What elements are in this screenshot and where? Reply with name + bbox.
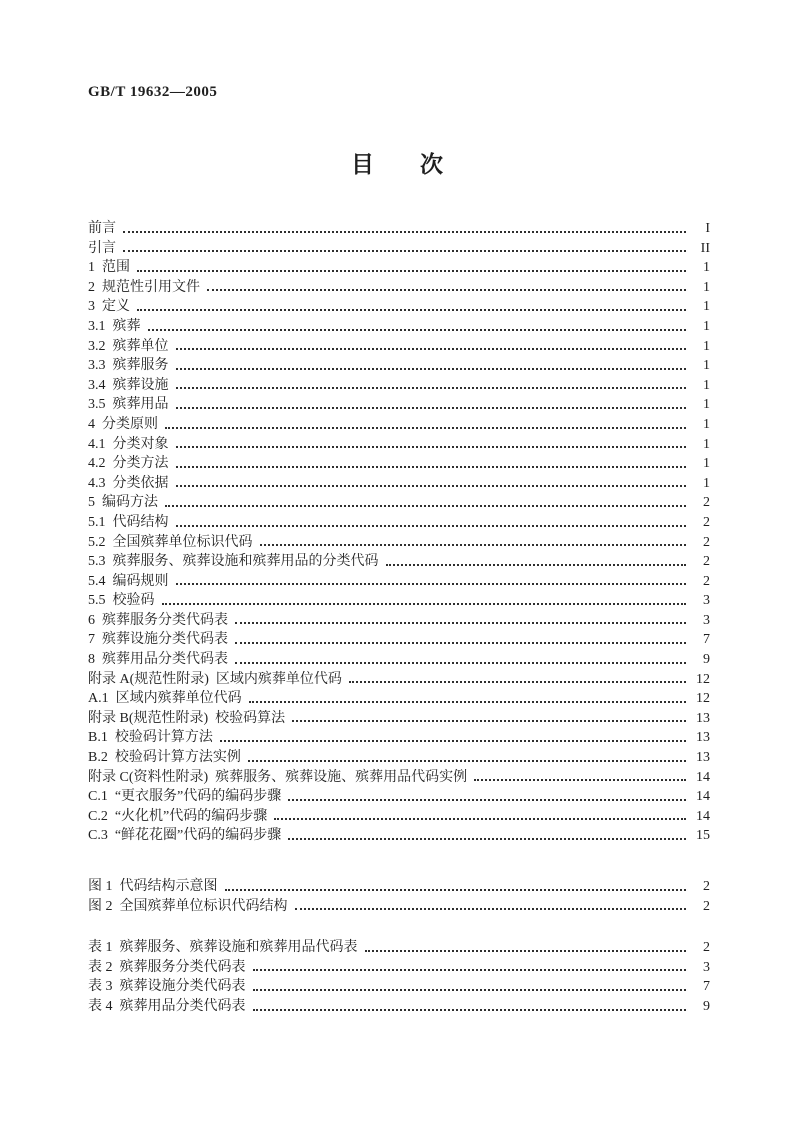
toc-leader-dots: [176, 525, 687, 527]
toc-page-number: 1: [703, 456, 710, 472]
toc-entry-label: 附录 B(规范性附录) 校验码算法: [88, 710, 286, 726]
toc-entry: [88, 454, 710, 474]
toc-entry: [88, 826, 710, 846]
toc-page-number: 2: [703, 534, 710, 550]
toc-leader-dots: [386, 564, 687, 566]
toc-page-number: 1: [703, 377, 710, 393]
toc-leader-dots: [176, 348, 687, 350]
toc-page-number: 14: [696, 789, 710, 805]
toc-entry: [88, 938, 710, 958]
toc-page-number: I: [705, 221, 710, 236]
toc-entry: [88, 897, 710, 917]
toc-page-number: 9: [703, 998, 710, 1014]
toc-page-number: 13: [696, 710, 710, 726]
toc-entry: [88, 258, 710, 278]
toc-group-main: [88, 219, 710, 846]
toc-page-number: 1: [703, 358, 710, 374]
toc-entry: [88, 958, 710, 978]
toc-entry: [88, 572, 710, 592]
toc-entry-label: 4.3 分类依据: [88, 475, 169, 491]
toc-leader-dots: [225, 889, 687, 891]
toc-entry-label: 3.5 殡葬用品: [88, 397, 169, 413]
toc-entry-label: 3.2 殡葬单位: [88, 338, 169, 354]
toc-leader-dots: [137, 270, 686, 272]
toc-entry: [88, 493, 710, 513]
toc-entry: [88, 877, 710, 897]
toc-entry: [88, 297, 710, 317]
toc-entry-label: 1 范围: [88, 260, 130, 276]
toc-entry: [88, 219, 710, 239]
toc-entry: [88, 728, 710, 748]
toc-entry: [88, 278, 710, 298]
toc-page-number: 7: [703, 632, 710, 648]
toc-entry-label: 4.2 分类方法: [88, 456, 169, 472]
toc-entry-label: 表 3 殡葬设施分类代码表: [88, 979, 246, 995]
toc-leader-dots: [123, 250, 686, 252]
toc-entry: [88, 630, 710, 650]
toc-leader-dots: [176, 583, 687, 585]
toc-leader-dots: [249, 701, 686, 703]
toc-entry: [88, 356, 710, 376]
toc-page-number: 2: [703, 940, 710, 956]
toc-page-number: 13: [696, 750, 710, 766]
toc-entry: [88, 435, 710, 455]
toc-entry-label: 表 2 殡葬服务分类代码表: [88, 959, 246, 975]
toc-entry-label: C.3 “鲜花花圈”代码的编码步骤: [88, 828, 282, 844]
toc-leader-dots: [235, 622, 686, 624]
toc-entry-label: 5.2 全国殡葬单位标识代码: [88, 534, 253, 550]
standard-number: GB/T 19632—2005: [88, 84, 218, 100]
toc-entry-label: 3.3 殡葬服务: [88, 358, 169, 374]
toc-page-number: II: [700, 240, 710, 256]
toc-leader-dots: [176, 446, 687, 448]
toc-entry: [88, 709, 710, 729]
toc-entry: [88, 807, 710, 827]
toc-leader-dots: [253, 969, 687, 971]
toc-entry: [88, 533, 710, 553]
toc-entry-label: 表 4 殡葬用品分类代码表: [88, 998, 246, 1014]
toc-leader-dots: [176, 407, 687, 409]
toc-entry-label: 5.4 编码规则: [88, 573, 169, 589]
toc-leader-dots: [274, 818, 686, 820]
toc-group-tables: [88, 938, 710, 1016]
toc-leader-dots: [365, 950, 687, 952]
toc-page-number: 14: [696, 769, 710, 785]
toc-leader-dots: [288, 838, 686, 840]
toc-entry-label: B.1 校验码计算方法: [88, 730, 213, 746]
toc-entry-label: 5 编码方法: [88, 495, 158, 511]
toc-leader-dots: [220, 740, 686, 742]
toc-page-number: 1: [703, 279, 710, 295]
toc-entry: [88, 376, 710, 396]
toc-leader-dots: [162, 603, 687, 605]
toc-entry-label: 图 1 代码结构示意图: [88, 879, 218, 894]
toc-page-number: 1: [703, 318, 710, 334]
toc-page-number: 13: [696, 730, 710, 746]
toc-entry: [88, 650, 710, 670]
toc-page-number: 15: [696, 828, 710, 844]
toc-entry: [88, 395, 710, 415]
toc-entry-label: C.1 “更衣服务”代码的编码步骤: [88, 789, 282, 805]
toc-leader-dots: [235, 642, 686, 644]
toc-leader-dots: [248, 760, 686, 762]
toc-page-number: 1: [703, 475, 710, 491]
toc-entry-label: 3 定义: [88, 299, 130, 315]
toc-page-number: 1: [703, 299, 710, 315]
toc-page-number: 14: [696, 808, 710, 824]
toc-leader-dots: [207, 289, 686, 291]
toc-page-number: 1: [703, 260, 710, 276]
toc-leader-dots: [176, 387, 687, 389]
toc-entry-label: 5.1 代码结构: [88, 514, 169, 530]
toc-entry-label: 4.1 分类对象: [88, 436, 169, 452]
toc-entry-label: 3.1 殡葬: [88, 318, 141, 334]
toc-leader-dots: [260, 544, 687, 546]
toc-leader-dots: [295, 908, 687, 910]
toc-leader-dots: [253, 989, 687, 991]
toc-entry-label: A.1 区域内殡葬单位代码: [88, 691, 242, 707]
toc-page-number: 1: [703, 436, 710, 452]
toc-entry: [88, 415, 710, 435]
toc-page-number: 12: [696, 671, 710, 687]
toc-entry-label: 图 2 全国殡葬单位标识代码结构: [88, 898, 288, 914]
toc-entry-label: 5.5 校验码: [88, 593, 155, 609]
toc-page-number: 1: [703, 416, 710, 432]
toc-entry: [88, 689, 710, 709]
toc-leader-dots: [474, 779, 686, 781]
toc-entry-label: B.2 校验码计算方法实例: [88, 750, 241, 766]
toc-leader-dots: [148, 329, 687, 331]
toc-entry: [88, 591, 710, 611]
toc-page-number: 2: [703, 898, 710, 914]
toc-entry: [88, 513, 710, 533]
toc-entry: [88, 611, 710, 631]
toc-leader-dots: [176, 368, 687, 370]
toc-entry-label: 7 殡葬设施分类代码表: [88, 632, 228, 648]
toc-entry: [88, 239, 710, 259]
toc-leader-dots: [165, 505, 686, 507]
toc-leader-dots: [253, 1009, 687, 1011]
toc-page-number: 2: [703, 554, 710, 570]
toc-entry: [88, 337, 710, 357]
toc-page-number: 3: [703, 593, 710, 609]
toc-entry: [88, 997, 710, 1017]
toc-leader-dots: [123, 231, 686, 233]
toc-entry: [88, 768, 710, 788]
toc-leader-dots: [288, 799, 686, 801]
toc-entry: [88, 552, 710, 572]
toc-entry-label: 5.3 殡葬服务、殡葬设施和殡葬用品的分类代码: [88, 554, 379, 570]
toc-page-number: 1: [703, 397, 710, 413]
toc-page-number: 7: [703, 979, 710, 995]
toc-entry-label: C.2 “火化机”代码的编码步骤: [88, 808, 268, 824]
toc-entry-label: 前言: [88, 221, 116, 236]
toc-page-number: 1: [703, 338, 710, 354]
toc-page-number: 2: [703, 514, 710, 530]
toc-entry: [88, 317, 710, 337]
toc-entry-label: 表 1 殡葬服务、殡葬设施和殡葬用品代码表: [88, 940, 358, 956]
toc-page-number: 12: [696, 691, 710, 707]
toc-entry-label: 3.4 殡葬设施: [88, 377, 169, 393]
page-title: 目 次: [351, 152, 443, 177]
toc-page-number: 2: [703, 879, 710, 894]
toc-entry-label: 8 殡葬用品分类代码表: [88, 652, 228, 668]
toc-page-number: 9: [703, 652, 710, 668]
toc-leader-dots: [176, 466, 687, 468]
toc-entry: [88, 670, 710, 690]
toc-leader-dots: [292, 720, 686, 722]
toc-entry: [88, 977, 710, 997]
toc-entry: [88, 787, 710, 807]
toc-group-figures: [88, 877, 710, 916]
toc-page-number: 3: [703, 612, 710, 628]
toc-entry-label: 附录 A(规范性附录) 区域内殡葬单位代码: [88, 671, 342, 687]
toc-page-number: 2: [703, 495, 710, 511]
toc-entry-label: 4 分类原则: [88, 416, 158, 432]
toc-entry: [88, 748, 710, 768]
toc-page-number: 3: [703, 959, 710, 975]
toc-leader-dots: [137, 309, 686, 311]
toc-entry-label: 附录 C(资料性附录) 殡葬服务、殡葬设施、殡葬用品代码实例: [88, 769, 468, 785]
toc-entry: [88, 474, 710, 494]
toc-entry-label: 引言: [88, 240, 116, 256]
table-of-contents: [88, 219, 710, 1017]
toc-leader-dots: [165, 427, 686, 429]
toc-entry-label: 6 殡葬服务分类代码表: [88, 612, 228, 628]
toc-page-number: 2: [703, 573, 710, 589]
toc-leader-dots: [349, 681, 686, 683]
toc-leader-dots: [176, 485, 687, 487]
toc-leader-dots: [235, 662, 686, 664]
toc-entry-label: 2 规范性引用文件: [88, 279, 200, 295]
